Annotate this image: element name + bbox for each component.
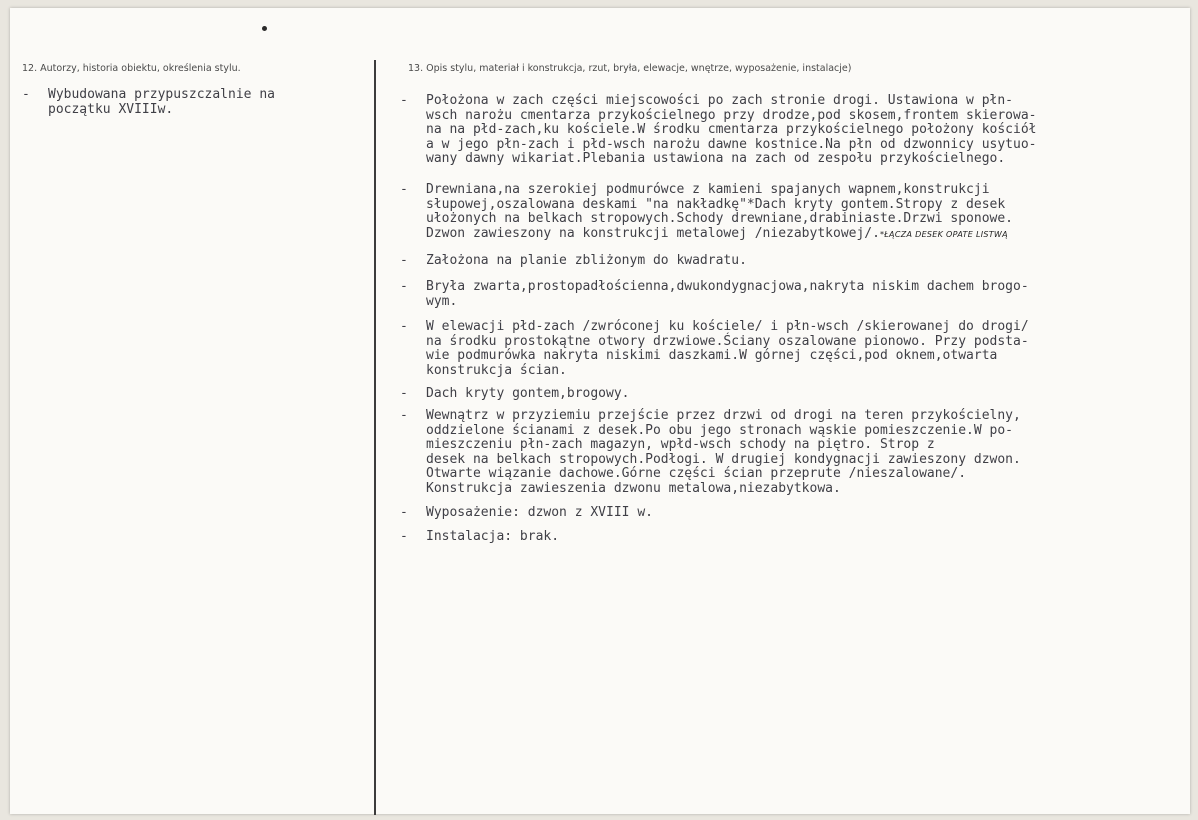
list-item [400, 94, 1180, 167]
item-text: Wyposażenie: dzwon z XVIII w. [426, 504, 653, 520]
right-column [400, 94, 1180, 545]
section-12-header: 12. Autorzy, historia obiektu, określenia stylu. [22, 63, 241, 74]
item-text: Bryła zwarta,prostopadłościenna,dwukondygnacjowa,nakryta niskim dachem brogo- wym. [426, 278, 1029, 309]
item-text: Dach kryty gontem,brogowy. [426, 385, 630, 401]
left-column [22, 88, 352, 117]
item-dash: - [400, 504, 408, 520]
item-text: Wewnątrz w przyziemiu przejście przez drzwi od drogi na teren przykościelny, oddzielone ścianami z desek.Po obu jego stronach wąskie pomieszczenie.W po- mieszczeniu płn-zach magazyn, wpłd-wsch schody na piętro. Strop z desek na belkach stropowych.Podłogi. W drugiej kondygnacji zawieszony dzwon. Otwarte wiązanie dachowe.Górne części ścian przeprute /nieszalowane/. Konstrukcja zawieszenia dzwonu metalowa,niezabytkowa. [426, 408, 1021, 497]
item-text [426, 183, 1180, 242]
item-text: Położona w zach części miejscowości po zach stronie drogi. Ustawiona w płn- wsch narożu cmentarza przykościelnego przy drodze,pod skosem,frontem skierowa- na na płd-zach,ku kościele.W środku cmentarza przykościelnego położony kościół a w jego płn-zach i płd-wsch narożu dawne kostnice.Na płn od dzwonnicy usytuo- wany dawny wikariat.Plebania ustawiona na zach od zespołu przykościelnego. [426, 93, 1037, 167]
item-text: Instalacja: brak. [426, 529, 560, 545]
item-dash: - [400, 408, 408, 424]
list-item [400, 254, 1180, 269]
section-13-header: 13. Opis stylu, materiał i konstrukcja, rzut, bryła, elewacje, wnętrze, wyposażenie, instalacje) [408, 63, 852, 74]
item-dash: - [400, 385, 408, 401]
list-item [400, 530, 1180, 545]
item-text: W elewacji płd-zach /zwróconej ku kościele/ i płn-wsch /skierowanej do drogi/ na środku prostokątne otwory drzwiowe.Ściany oszalowane pionowo. Przy podsta- wie podmurówka nakryta niskimi daszkami.W górnej części,pod oknem,otwarta konstrukcja ścian. [426, 319, 1029, 378]
document-sheet [10, 8, 1190, 814]
list-item [400, 387, 1180, 402]
item-dash: - [400, 181, 408, 197]
item-dash: - [400, 529, 408, 545]
list-item [400, 506, 1180, 521]
column-divider [374, 60, 376, 815]
handwritten-note: *ŁĄCZA DESEK OPATE LISTWĄ [879, 229, 1008, 239]
item-dash: - [400, 253, 408, 269]
item-dash: - [22, 87, 30, 102]
item-dash: - [400, 93, 408, 108]
item-text: Wybudowana przypuszczalnie na początku XVIIIw. [48, 87, 275, 117]
list-item [22, 88, 352, 117]
list-item [400, 320, 1180, 378]
punch-dot [262, 26, 267, 31]
item-text: Założona na planie zbliżonym do kwadratu. [426, 253, 747, 269]
item-dash: - [400, 278, 408, 294]
list-item [400, 183, 1180, 242]
list-item [400, 280, 1180, 309]
list-item [400, 409, 1180, 497]
item-dash: - [400, 319, 408, 335]
item-text-body: Drewniana,na szerokiej podmurówce z kamieni spajanych wapnem,konstrukcji słupowej,oszalowana deskami "na nakładkę"*Dach kryty gontem.Stropy z desek ułożonych na belkach stropowych.Schody drewniane,drabiniaste.Drzwi sponowe. Dzwon zawieszony na konstrukcji metalowej /niezabytkowej/. [426, 181, 1013, 241]
